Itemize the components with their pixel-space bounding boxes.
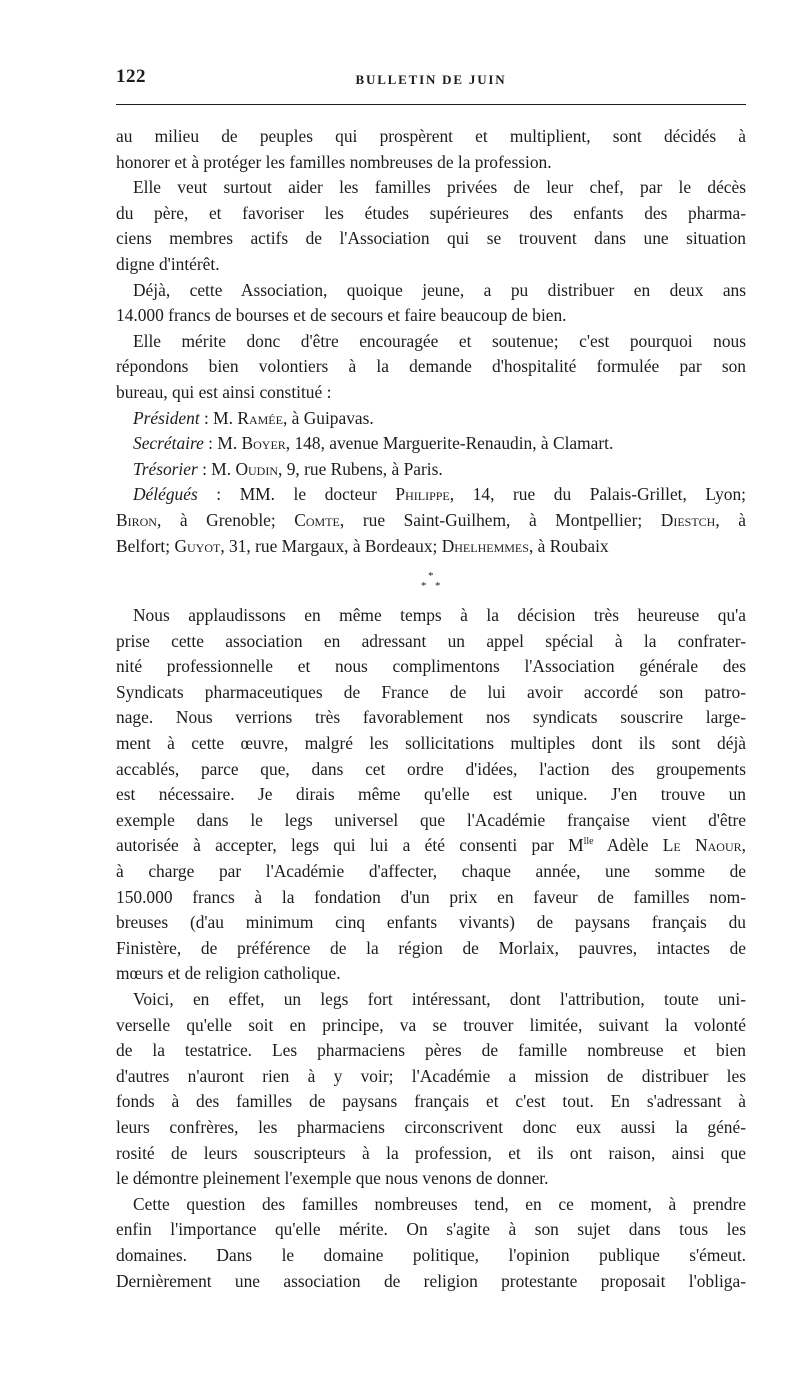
text-line: Nous applaudissons en même temps à la décision très heureuse qu'a xyxy=(133,605,746,626)
text-line: Déjà, cette Association, quoique jeune, a pu distribuer en deux ans xyxy=(133,279,746,300)
paragraph xyxy=(116,278,746,329)
bureau-treasurer: Trésorier : M. Oudin, 9, rue Rubens, à Paris. xyxy=(133,458,443,479)
text-line: le démontre pleinement l'exemple que nous venons de donner. xyxy=(116,1168,549,1189)
asterism-star: * xyxy=(428,570,434,583)
header-rule xyxy=(116,104,746,105)
bureau-delegates xyxy=(116,482,746,559)
text-line: répondons bien volontiers à la demande d'hospitalité formulée par son xyxy=(116,356,746,377)
text-line: breuses (d'au minimum cinq enfants vivants) de paysans français du xyxy=(116,912,746,933)
text-line: ciens membres actifs de l'Association qui se trouvent dans une situation xyxy=(116,228,746,249)
asterism-star: * xyxy=(435,580,441,593)
text-line: 150.000 francs à la fondation d'un prix en faveur de familles nom- xyxy=(116,886,746,907)
text-line: leurs confrères, les pharmaciens circonscrivent donc eux aussi la géné- xyxy=(116,1116,746,1137)
text-line: ment à cette œuvre, malgré les sollicitations multiples dont ils sont déjà xyxy=(116,733,746,754)
text-line: Syndicats pharmaceutiques de France de lui avoir accordé son patro- xyxy=(116,681,746,702)
text-line: Cette question des familles nombreuses tend, en ce moment, à prendre xyxy=(133,1193,746,1214)
text-line: verselle qu'elle soit en principe, va se trouver limitée, suivant la volonté xyxy=(116,1014,746,1035)
asterism-star: * xyxy=(421,580,427,593)
paragraph xyxy=(116,603,746,987)
running-title: BULLETIN DE JUIN xyxy=(355,72,507,87)
section-asterism xyxy=(116,559,746,603)
text-line: est nécessaire. Je dirais même qu'elle est unique. J'en trouve un xyxy=(116,784,746,805)
text-line: digne d'intérêt. xyxy=(116,253,220,274)
paragraph xyxy=(116,329,746,406)
page-header xyxy=(116,66,746,96)
text-line: Finistère, de préférence de la région de Morlaix, pauvres, intactes de xyxy=(116,937,746,958)
text-line: prise cette association en adressant un appel spécial à la confrater- xyxy=(116,630,746,651)
text-line: enfin l'importance qu'elle mérite. On s'agite à son sujet dans tous les xyxy=(116,1219,746,1240)
text-line: mœurs et de religion catholique. xyxy=(116,963,341,984)
article-body xyxy=(116,124,746,1294)
text-line: à charge par l'Académie d'affecter, chaque année, une somme de xyxy=(116,861,746,882)
text-line: Voici, en effet, un legs fort intéressant, dont l'attribution, toute uni- xyxy=(133,989,746,1009)
page-number: 122 xyxy=(116,66,146,87)
text-line: domaines. Dans le domaine politique, l'opinion publique s'émeut. xyxy=(116,1244,746,1265)
paragraph xyxy=(116,1192,746,1294)
text-line: autorisée à accepter, legs qui lui a été consenti par $M^{lle}$ Adèle Le Naour, xyxy=(116,835,746,856)
text-line: rosité de leurs souscripteurs à la profession, et ils ont raison, ainsi que xyxy=(116,1142,746,1163)
text-line: de la testatrice. Les pharmaciens pères de famille nombreuse et bien xyxy=(116,1040,746,1061)
paragraph xyxy=(116,987,746,1192)
text-line: Elle veut surtout aider les familles privées de leur chef, par le décès xyxy=(133,177,746,198)
text-line: 14.000 francs de bourses et de secours et faire beaucoup de bien. xyxy=(116,305,567,326)
text-line: Délégués : MM. le docteur Philippe, 14, rue du Palais-Grillet, Lyon; xyxy=(133,484,746,505)
text-line: accablés, parce que, dans cet ordre d'idées, l'action des groupements xyxy=(116,758,746,779)
text-line: Belfort; Guyot, 31, rue Margaux, à Bordeaux; Dhelhemmes, à Roubaix xyxy=(116,535,609,556)
text-line: nage. Nous verrions très favorablement nos syndicats souscrire large- xyxy=(116,707,746,728)
text-line: du père, et favoriser les études supérieures des enfants des pharma- xyxy=(116,202,746,223)
text-line: Dernièrement une association de religion protestante proposait l'obliga- xyxy=(116,1270,746,1291)
text-line: au milieu de peuples qui prospèrent et multiplient, sont décidés à xyxy=(116,126,746,146)
text-line: bureau, qui est ainsi constitué : xyxy=(116,381,332,402)
bureau-secretary: Secrétaire : M. Boyer, 148, avenue Marguerite-Renaudin, à Clamart. xyxy=(133,433,614,454)
paragraph xyxy=(116,124,746,175)
text-line: Biron, à Grenoble; Comte, rue Saint-Guilhem, à Montpellier; Diestch, à xyxy=(116,509,746,530)
text-line: exemple dans le legs universel que l'Académie française vient d'être xyxy=(116,809,746,830)
text-line: nité professionnelle et nous complimentons l'Association générale des xyxy=(116,656,746,677)
text-line: fonds à des familles de paysans français et c'est tout. En s'adressant à xyxy=(116,1091,746,1112)
paragraph xyxy=(116,175,746,277)
text-line: honorer et à protéger les familles nombreuses de la profession. xyxy=(116,151,552,172)
text-line: d'autres n'auront rien à y voir; l'Académie a mission de distribuer les xyxy=(116,1065,746,1086)
text-line: Elle mérite donc d'être encouragée et soutenue; c'est pourquoi nous xyxy=(133,330,746,351)
bureau-president: Président : M. Ramée, à Guipavas. xyxy=(133,407,374,428)
